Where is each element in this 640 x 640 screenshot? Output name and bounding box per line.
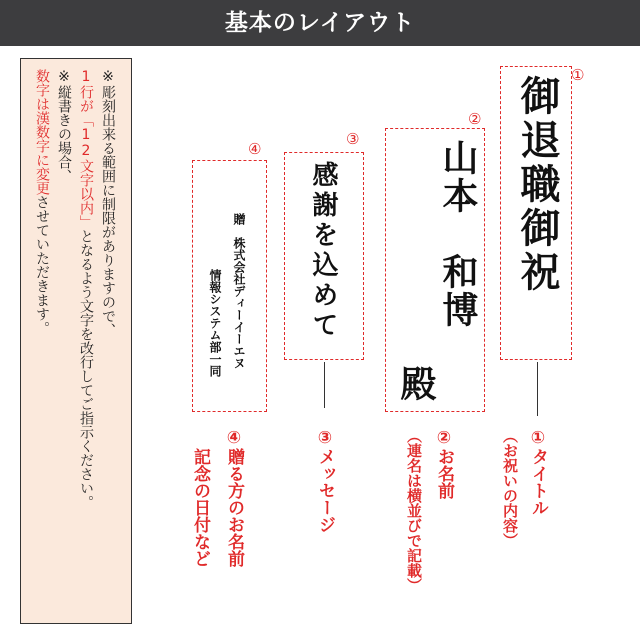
note-line-2: 1行が「12文字以内」となるよう文字を改行してご指示ください。 [78, 69, 94, 509]
page-title: 基本のレイアウト [0, 0, 640, 46]
name-sublabel: （連名は横並びで記載） [405, 428, 423, 593]
message-connector [324, 362, 325, 408]
section-title-number: ① [571, 66, 585, 84]
notes-box [20, 58, 132, 624]
section-message-number: ③ [346, 130, 360, 148]
note-line-3: ※縦書きの場合、 [56, 69, 72, 183]
sender-line-2: 情報システム部一同 [208, 269, 222, 377]
sender-sublabel: 記念の日付など [190, 448, 210, 567]
message-frame [284, 152, 364, 360]
name-label: ②お名前 [434, 428, 454, 499]
name-frame [385, 128, 485, 412]
note-line-1: ※彫刻出来る範囲に制限がありますので、 [100, 69, 116, 337]
title-frame [500, 66, 572, 360]
title-label: ①タイトル [528, 428, 548, 516]
section-sender-number: ④ [248, 140, 262, 158]
title-connector [537, 362, 538, 416]
message-label: ③メッセージ [315, 428, 335, 533]
note-line-4: 数字は漢数字に変更させていただきます。 [34, 69, 50, 335]
message-text: 感謝を込めて [308, 161, 338, 341]
sender-line-1: 贈 株式会社ディーイーエヌ [232, 213, 246, 369]
title-text: 御退職御祝 [514, 75, 561, 295]
sender-frame [192, 160, 267, 412]
name-line-1: 山本 和博 [437, 139, 479, 329]
sender-label: ④贈る方のお名前 [224, 428, 244, 567]
section-name-number: ② [468, 110, 482, 128]
title-sublabel: （お祝いの内容） [501, 428, 519, 548]
name-line-2: 殿 [395, 365, 437, 401]
